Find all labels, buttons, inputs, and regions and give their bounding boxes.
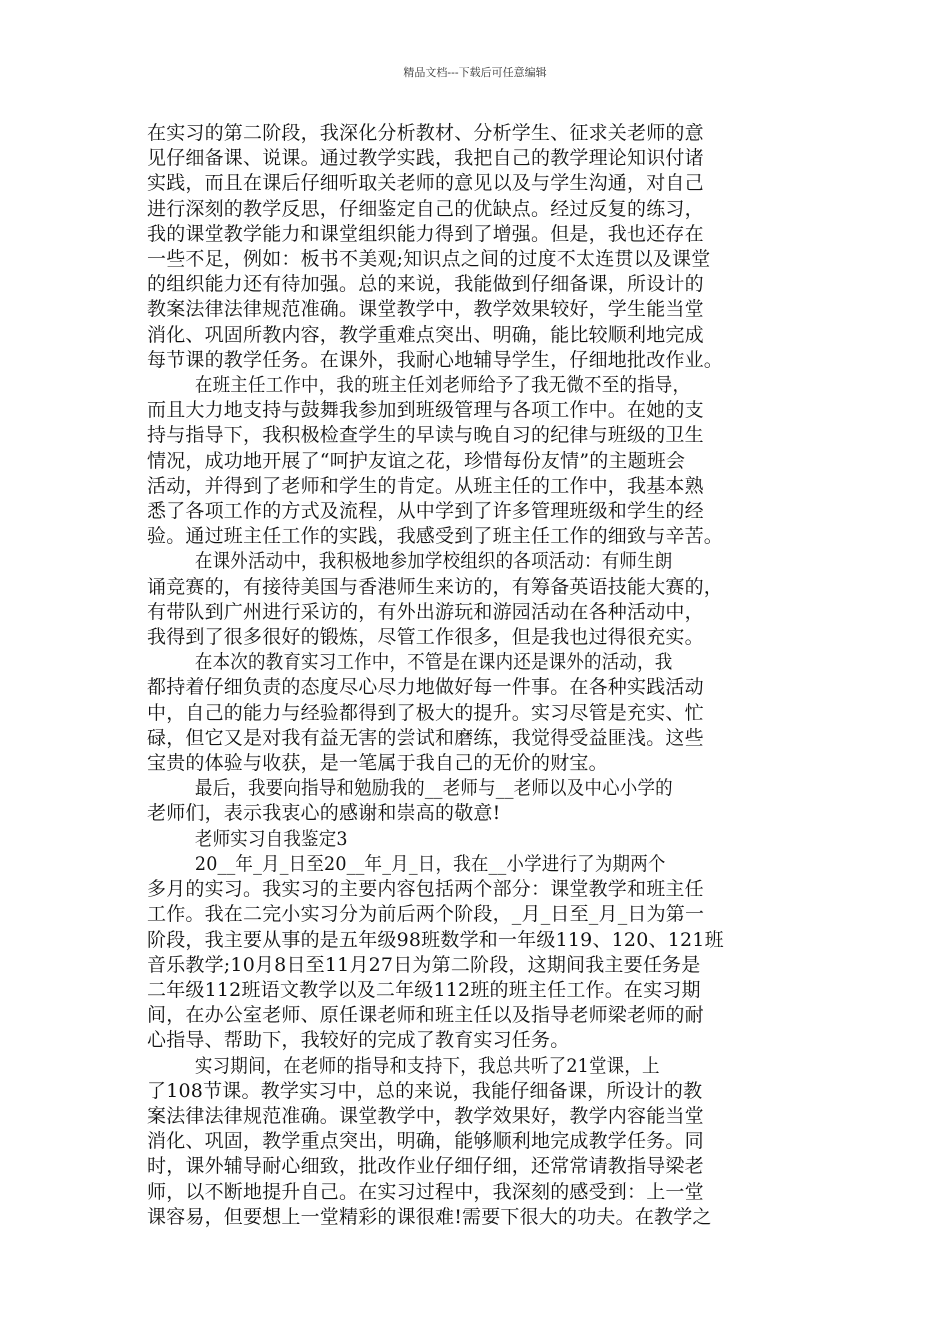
text-line: 在本次的教育实习工作中，不管是在课内还是课外的活动，我 <box>194 651 673 674</box>
text-line: 见仔细备课、说课。通过教学实践，我把自己的教学理论知识付诸 <box>147 147 704 170</box>
document-body <box>147 121 807 1230</box>
text-line: 在实习的第二阶段，我深化分析教材、分析学生、征求关老师的意 <box>147 122 704 144</box>
text-line: 老师实习自我鉴定3 <box>194 827 348 850</box>
text-line: 间，在办公室老师、原任课老师和班主任以及指导老师梁老师的耐 <box>147 1004 704 1027</box>
text-line: 时，课外辅导耐心细致，批改作业仔细仔细，还常常请教指导梁老 <box>147 1155 704 1178</box>
text-line: 中，自己的能力与经验都得到了极大的提升。实习尽管是充实、忙 <box>147 701 704 724</box>
text-line: 20__年_月_日至20__年_月_日，我在__小学进行了为期两个 <box>194 852 666 875</box>
text-line: 进行深刻的教学反思，仔细鉴定自己的优缺点。经过反复的练习， <box>147 197 704 220</box>
text-line: 消化、巩固所教内容，教学重难点突出、明确，能比较顺利地完成 <box>147 323 704 346</box>
text-line: 情况，成功地开展了“呵护友谊之花，珍惜每份友情”的主题班会 <box>147 449 686 472</box>
text-line: 二年级112班语文教学以及二年级112班的班主任工作。在实习期 <box>147 978 701 1001</box>
paragraph <box>147 650 807 776</box>
text-line: 最后，我要向指导和勉励我的__老师与__老师以及中心小学的 <box>194 777 673 800</box>
text-line: 验。通过班主任工作的实践，我感受到了班主任工作的细致与辛苦。 <box>147 525 724 548</box>
text-line: 而且大力地支持与鼓舞我参加到班级管理与各项工作中。在她的支 <box>147 399 704 422</box>
text-line: 音乐教学;10月8日至11月27日为第二阶段，这期间我主要任务是 <box>147 953 701 976</box>
text-line: 教案法律法律规范准确。课堂教学中，教学效果较好，学生能当堂 <box>147 298 704 321</box>
text-line: 实践，而且在课后仔细听取关老师的意见以及与学生沟通，对自己 <box>147 172 704 195</box>
text-line: 碌，但它又是对我有益无害的尝试和磨练，我觉得受益匪浅。这些 <box>147 726 704 749</box>
paragraph <box>147 1054 807 1230</box>
paragraph <box>147 121 807 373</box>
text-line: 我得到了很多很好的锻炼，尽管工作很多，但是我也过得很充实。 <box>147 626 704 649</box>
text-line: 诵竞赛的，有接待美国与香港师生来访的，有筹备英语技能大赛的， <box>147 575 724 598</box>
text-line: 每节课的教学任务。在课外，我耐心地辅导学生，仔细地批改作业。 <box>147 348 724 371</box>
paragraph <box>147 776 807 826</box>
text-line: 案法律法律规范准确。课堂教学中，教学效果好，教学内容能当堂 <box>147 1104 704 1127</box>
text-line: 在班主任工作中，我的班主任刘老师给予了我无微不至的指导， <box>194 374 691 397</box>
text-line: 多月的实习。我实习的主要内容包括两个部分：课堂教学和班主任 <box>147 878 704 901</box>
text-line: 了108节课。教学实习中，总的来说，我能仔细备课，所设计的教 <box>147 1079 703 1102</box>
text-line: 老师们，表示我衷心的感谢和崇高的敬意! <box>147 802 501 825</box>
text-line: 悉了各项工作的方式及流程，从中学到了许多管理班级和学生的经 <box>147 500 704 523</box>
text-line: 阶段，我主要从事的是五年级98班数学和一年级119、120、121班 <box>147 928 724 951</box>
paragraph <box>147 827 807 852</box>
text-line: 都持着仔细负责的态度尽心尽力地做好每一件事。在各种实践活动 <box>147 676 704 699</box>
text-line: 课容易，但要想上一堂精彩的课很难!需要下很大的功夫。在教学之 <box>147 1205 712 1228</box>
text-line: 持与指导下，我积极检查学生的早读与晚自习的纪律与班级的卫生 <box>147 424 704 447</box>
text-line: 工作。我在二完小实习分为前后两个阶段，_月_日至_月_日为第一 <box>147 903 705 926</box>
text-line: 我的课堂教学能力和课堂组织能力得到了增强。但是，我也还存在 <box>147 222 704 245</box>
text-line: 在课外活动中，我积极地参加学校组织的各项活动：有师生朗 <box>194 550 673 573</box>
paragraph <box>147 373 807 549</box>
paragraph <box>147 549 807 650</box>
text-line: 一些不足，例如：板书不美观;知识点之间的过度不太连贯以及课堂 <box>147 248 711 271</box>
text-line: 的组织能力还有待加强。总的来说，我能做到仔细备课，所设计的 <box>147 273 704 296</box>
text-line: 消化、巩固，教学重点突出，明确，能够顺利地完成教学任务。同 <box>147 1130 704 1153</box>
page-header: 精品文档---下载后可任意编辑 <box>403 66 547 79</box>
text-line: 心指导、帮助下，我较好的完成了教育实习任务。 <box>147 1029 570 1052</box>
text-line: 实习期间，在老师的指导和支持下，我总共听了21堂课，上 <box>194 1054 660 1077</box>
text-line: 有带队到广州进行采访的，有外出游玩和游园活动在各种活动中， <box>147 600 704 623</box>
paragraph <box>147 852 807 1054</box>
text-line: 师，以不断地提升自己。在实习过程中，我深刻的感受到：上一堂 <box>147 1180 704 1203</box>
text-line: 活动，并得到了老师和学生的肯定。从班主任的工作中，我基本熟 <box>147 474 704 497</box>
text-line: 宝贵的体验与收获，是一笔属于我自己的无价的财宝。 <box>147 752 608 775</box>
